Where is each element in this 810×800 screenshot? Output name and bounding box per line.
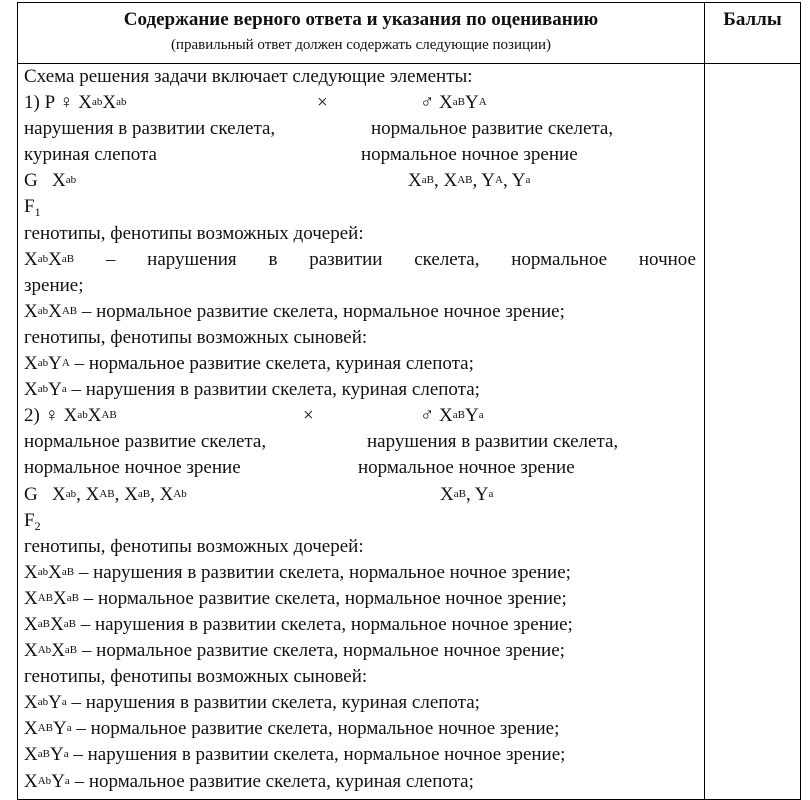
f1-sons-heading: генотипы, фенотипы возможных сыновей: — [24, 326, 368, 348]
f1-label: $F_1$ — [24, 196, 41, 220]
f1-daughter-1-wrap: зрение; — [24, 274, 84, 296]
p1-gametes: G $X^{ab}$ $X^{aB}$, $X^{AB}$, $Y^A$, $Y^a$ — [24, 170, 531, 192]
header-title: Содержание верного ответа и указания по оцениванию — [123, 9, 599, 30]
f1-daughter-1: $X^{ab}X^{aB}$ – нарушения в развитии скелета, нормальное ночное — [24, 248, 696, 270]
f2-daughter-4: $X^{Ab}X^{aB}$ – нормальное развитие скелета, нормальное ночное зрение; — [24, 640, 565, 662]
f2-son-3: $X^{aB}Y^a$ – нарушения в развитии скелета, нормальное ночное зрение; — [24, 744, 566, 766]
cross-sign: × — [303, 405, 314, 427]
f2-son-2: $X^{AB}Y^a$ – нормальное развитие скелета, нормальное ночное зрение; — [24, 718, 560, 740]
p1-traits-2: куриная слепота нормальное ночное зрение — [24, 144, 578, 166]
f2-sons-heading: генотипы, фенотипы возможных сыновей: — [24, 666, 368, 688]
p1-traits-1: нарушения в развитии скелета, нормальное развитие скелета, — [24, 118, 614, 140]
cross-sign: × — [317, 92, 328, 114]
p2-gametes: G $X^{ab}$, $X^{AB}$, $X^{aB}$, $X^{Ab}$ $X^{aB}$, $Y^a$ — [24, 483, 494, 505]
column-divider — [704, 3, 705, 799]
p2-traits-2: нормальное ночное зрение нормальное ночное зрение — [24, 457, 575, 479]
f1-daughters-heading: генотипы, фенотипы возможных дочерей: — [24, 222, 364, 244]
f2-daughters-heading: генотипы, фенотипы возможных дочерей: — [24, 535, 364, 557]
answer-table — [17, 2, 801, 800]
header-subtitle: (правильный ответ должен содержать следующие позиции) — [170, 37, 552, 53]
f1-son-2: $X^{ab}Y^a$ – нарушения в развитии скелета, куриная слепота; — [24, 379, 480, 401]
header-score-label: Баллы — [723, 9, 782, 30]
f2-daughter-2: $X^{AB}X^{aB}$ – нормальное развитие скелета, нормальное ночное зрение; — [24, 587, 567, 609]
f2-son-4: $X^{Ab}Y^a$ – нормальное развитие скелета, куриная слепота; — [24, 770, 474, 792]
p2-traits-1: нормальное развитие скелета, нарушения в развитии скелета, — [24, 431, 619, 453]
f2-son-1: $X^{ab}Y^a$ – нарушения в развитии скелета, куриная слепота; — [24, 692, 480, 714]
f2-daughter-1: $X^{ab}X^{aB}$ – нарушения в развитии скелета, нормальное ночное зрение; — [24, 561, 571, 583]
f1-daughter-2: $X^{ab}X^{AB}$ – нормальное развитие скелета, нормальное ночное зрение; — [24, 300, 565, 322]
f1-son-1: $X^{ab}Y^A$ – нормальное развитие скелета, куриная слепота; — [24, 353, 474, 375]
p2-cross-line: 2) ♀ $X^{ab}X^{AB}$ × ♂ $X^{aB}Y^a$ — [24, 403, 696, 429]
intro-line: Схема решения задачи включает следующие элементы: — [24, 66, 473, 87]
f2-daughter-3: $X^{aB}X^{aB}$ – нарушения в развитии скелета, нормальное ночное зрение; — [24, 613, 573, 635]
f2-label: $F_2$ — [24, 509, 41, 533]
p1-cross-line: 1) P ♀ $X^{ab}X^{ab}$ × ♂ $X^{aB}Y^A$ — [24, 90, 696, 116]
answer-body — [24, 64, 696, 795]
